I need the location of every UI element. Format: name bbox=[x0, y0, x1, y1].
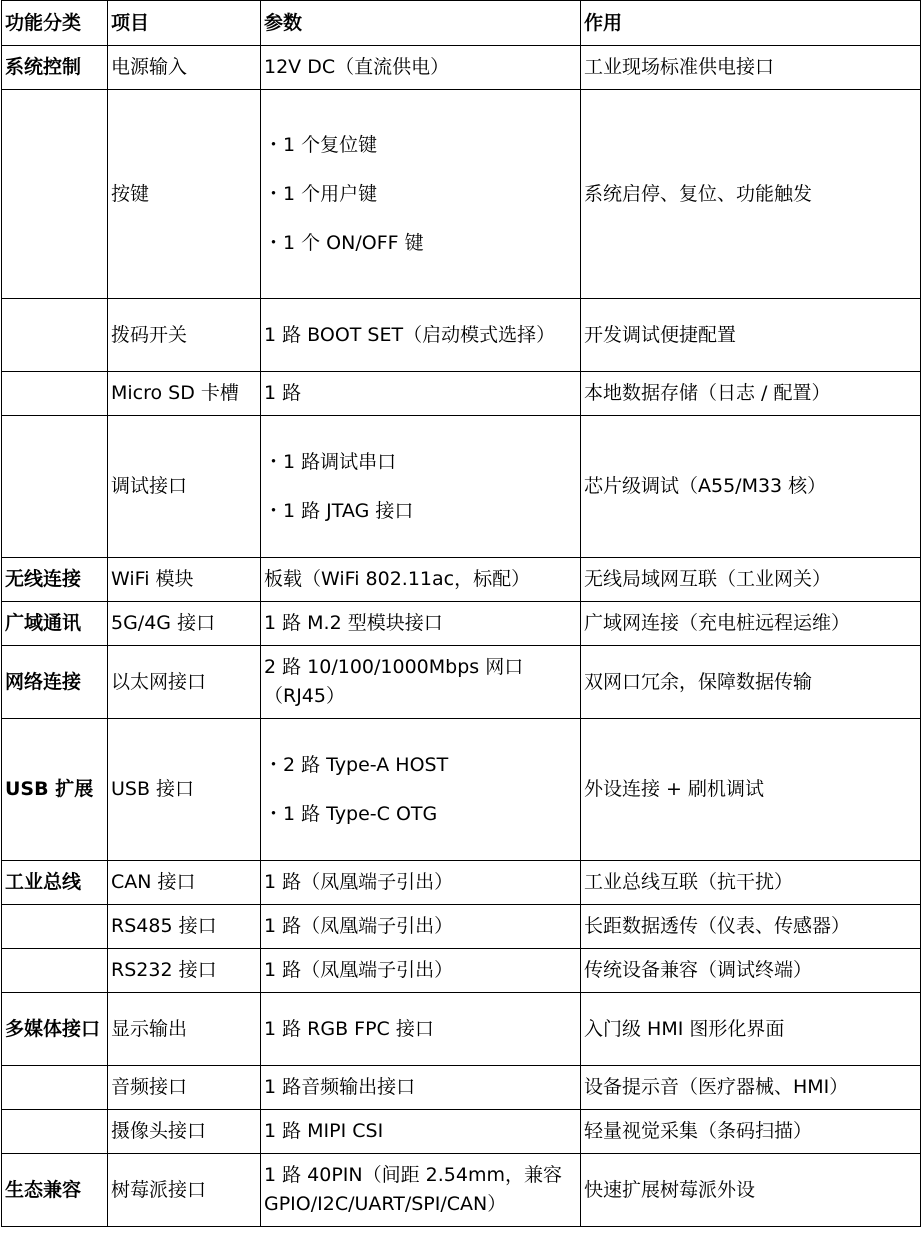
parameter-line: ・1 路调试串口 bbox=[264, 450, 397, 473]
header-category: 功能分类 bbox=[2, 1, 108, 46]
item-cell: Micro SD 卡槽 bbox=[108, 372, 261, 416]
category-cell: 网络连接 bbox=[2, 646, 108, 719]
function-cell: 长距数据透传（仪表、传感器） bbox=[581, 905, 921, 949]
category-cell bbox=[2, 949, 108, 993]
spec-table bbox=[1, 0, 921, 1227]
function-cell: 芯片级调试（A55/M33 核） bbox=[581, 416, 921, 558]
parameter-cell bbox=[261, 719, 581, 861]
parameter-cell bbox=[261, 949, 581, 993]
item-cell: 调试接口 bbox=[108, 416, 261, 558]
parameter-line: ・1 个用户键 bbox=[264, 182, 378, 205]
function-cell: 系统启停、复位、功能触发 bbox=[581, 90, 921, 299]
function-cell: 传统设备兼容（调试终端） bbox=[581, 949, 921, 993]
parameter-line: 1 路（凤凰端子引出） bbox=[264, 915, 454, 937]
function-cell: 工业总线互联（抗干扰） bbox=[581, 861, 921, 905]
parameter-line: 1 路 bbox=[264, 382, 302, 404]
table-row bbox=[2, 46, 921, 90]
category-cell bbox=[2, 1066, 108, 1110]
parameter-cell bbox=[261, 416, 581, 558]
function-cell: 无线局域网互联（工业网关） bbox=[581, 558, 921, 602]
item-cell: CAN 接口 bbox=[108, 861, 261, 905]
item-cell: WiFi 模块 bbox=[108, 558, 261, 602]
parameter-line: ・1 个复位键 bbox=[264, 133, 378, 156]
category-cell: 生态兼容 bbox=[2, 1154, 108, 1227]
category-cell: 工业总线 bbox=[2, 861, 108, 905]
table-row bbox=[2, 646, 921, 719]
table-row bbox=[2, 299, 921, 372]
item-cell: 拨码开关 bbox=[108, 299, 261, 372]
header-parameter: 参数 bbox=[261, 1, 581, 46]
parameter-line: 1 路音频输出接口 bbox=[264, 1076, 416, 1098]
parameter-line: ・2 路 Type-A HOST bbox=[264, 753, 449, 776]
parameter-line: 2 路 10/100/1000Mbps 网口（RJ45） bbox=[264, 656, 524, 707]
category-cell: 多媒体接口 bbox=[2, 993, 108, 1066]
parameter-cell bbox=[261, 90, 581, 299]
spec-table-body bbox=[2, 1, 921, 1227]
function-cell: 开发调试便捷配置 bbox=[581, 299, 921, 372]
category-cell: 无线连接 bbox=[2, 558, 108, 602]
parameter-cell bbox=[261, 1066, 581, 1110]
function-cell: 快速扩展树莓派外设 bbox=[581, 1154, 921, 1227]
table-row bbox=[2, 416, 921, 558]
table-row bbox=[2, 558, 921, 602]
parameter-line: ・1 个 ON/OFF 键 bbox=[264, 231, 424, 254]
item-cell: USB 接口 bbox=[108, 719, 261, 861]
table-row bbox=[2, 905, 921, 949]
parameter-line: 1 路 RGB FPC 接口 bbox=[264, 1017, 434, 1040]
parameter-line: 1 路 40PIN（间距 2.54mm，兼容 GPIO/I2C/UART/SPI/CAN） bbox=[264, 1164, 562, 1215]
table-row bbox=[2, 861, 921, 905]
category-cell bbox=[2, 416, 108, 558]
table-row bbox=[2, 1066, 921, 1110]
category-cell bbox=[2, 372, 108, 416]
header-item: 项目 bbox=[108, 1, 261, 46]
parameter-line: ・1 路 JTAG 接口 bbox=[264, 499, 414, 522]
parameter-cell bbox=[261, 1154, 581, 1227]
table-row bbox=[2, 602, 921, 646]
category-cell: USB 扩展 bbox=[2, 719, 108, 861]
parameter-cell bbox=[261, 372, 581, 416]
table-header-row bbox=[2, 1, 921, 46]
parameter-line: 12V DC（直流供电） bbox=[264, 56, 450, 78]
category-cell bbox=[2, 1110, 108, 1154]
table-row bbox=[2, 1110, 921, 1154]
table-row bbox=[2, 993, 921, 1066]
parameter-line: ・1 路 Type-C OTG bbox=[264, 802, 438, 825]
function-cell: 设备提示音（医疗器械、HMI） bbox=[581, 1066, 921, 1110]
function-cell: 工业现场标准供电接口 bbox=[581, 46, 921, 90]
item-cell: 摄像头接口 bbox=[108, 1110, 261, 1154]
parameter-line: 1 路 BOOT SET（启动模式选择） bbox=[264, 323, 556, 346]
item-cell: 显示输出 bbox=[108, 993, 261, 1066]
parameter-cell bbox=[261, 558, 581, 602]
item-cell: 树莓派接口 bbox=[108, 1154, 261, 1227]
parameter-line: 1 路 M.2 型模块接口 bbox=[264, 612, 443, 634]
function-cell: 双网口冗余，保障数据传输 bbox=[581, 646, 921, 719]
function-cell: 本地数据存储（日志 / 配置） bbox=[581, 372, 921, 416]
item-cell: 电源输入 bbox=[108, 46, 261, 90]
parameter-cell bbox=[261, 646, 581, 719]
function-cell: 入门级 HMI 图形化界面 bbox=[581, 993, 921, 1066]
parameter-line: 1 路 MIPI CSI bbox=[264, 1120, 384, 1142]
category-cell: 系统控制 bbox=[2, 46, 108, 90]
parameter-cell bbox=[261, 602, 581, 646]
parameter-line: 1 路（凤凰端子引出） bbox=[264, 871, 454, 893]
parameter-cell bbox=[261, 993, 581, 1066]
table-row bbox=[2, 1154, 921, 1227]
table-row bbox=[2, 372, 921, 416]
parameter-cell bbox=[261, 299, 581, 372]
item-cell: 以太网接口 bbox=[108, 646, 261, 719]
category-cell bbox=[2, 299, 108, 372]
item-cell: RS485 接口 bbox=[108, 905, 261, 949]
header-function: 作用 bbox=[581, 1, 921, 46]
parameter-cell bbox=[261, 46, 581, 90]
parameter-cell bbox=[261, 861, 581, 905]
category-cell bbox=[2, 905, 108, 949]
parameter-line: 1 路（凤凰端子引出） bbox=[264, 959, 454, 981]
category-cell bbox=[2, 90, 108, 299]
item-cell: RS232 接口 bbox=[108, 949, 261, 993]
parameter-cell bbox=[261, 905, 581, 949]
table-row bbox=[2, 90, 921, 299]
table-row bbox=[2, 949, 921, 993]
parameter-cell bbox=[261, 1110, 581, 1154]
item-cell: 音频接口 bbox=[108, 1066, 261, 1110]
item-cell: 按键 bbox=[108, 90, 261, 299]
function-cell: 轻量视觉采集（条码扫描） bbox=[581, 1110, 921, 1154]
function-cell: 广域网连接（充电桩远程运维） bbox=[581, 602, 921, 646]
table-row bbox=[2, 719, 921, 861]
item-cell: 5G/4G 接口 bbox=[108, 602, 261, 646]
function-cell: 外设连接 + 刷机调试 bbox=[581, 719, 921, 861]
category-cell: 广域通讯 bbox=[2, 602, 108, 646]
parameter-line: 板载（WiFi 802.11ac，标配） bbox=[264, 568, 531, 590]
